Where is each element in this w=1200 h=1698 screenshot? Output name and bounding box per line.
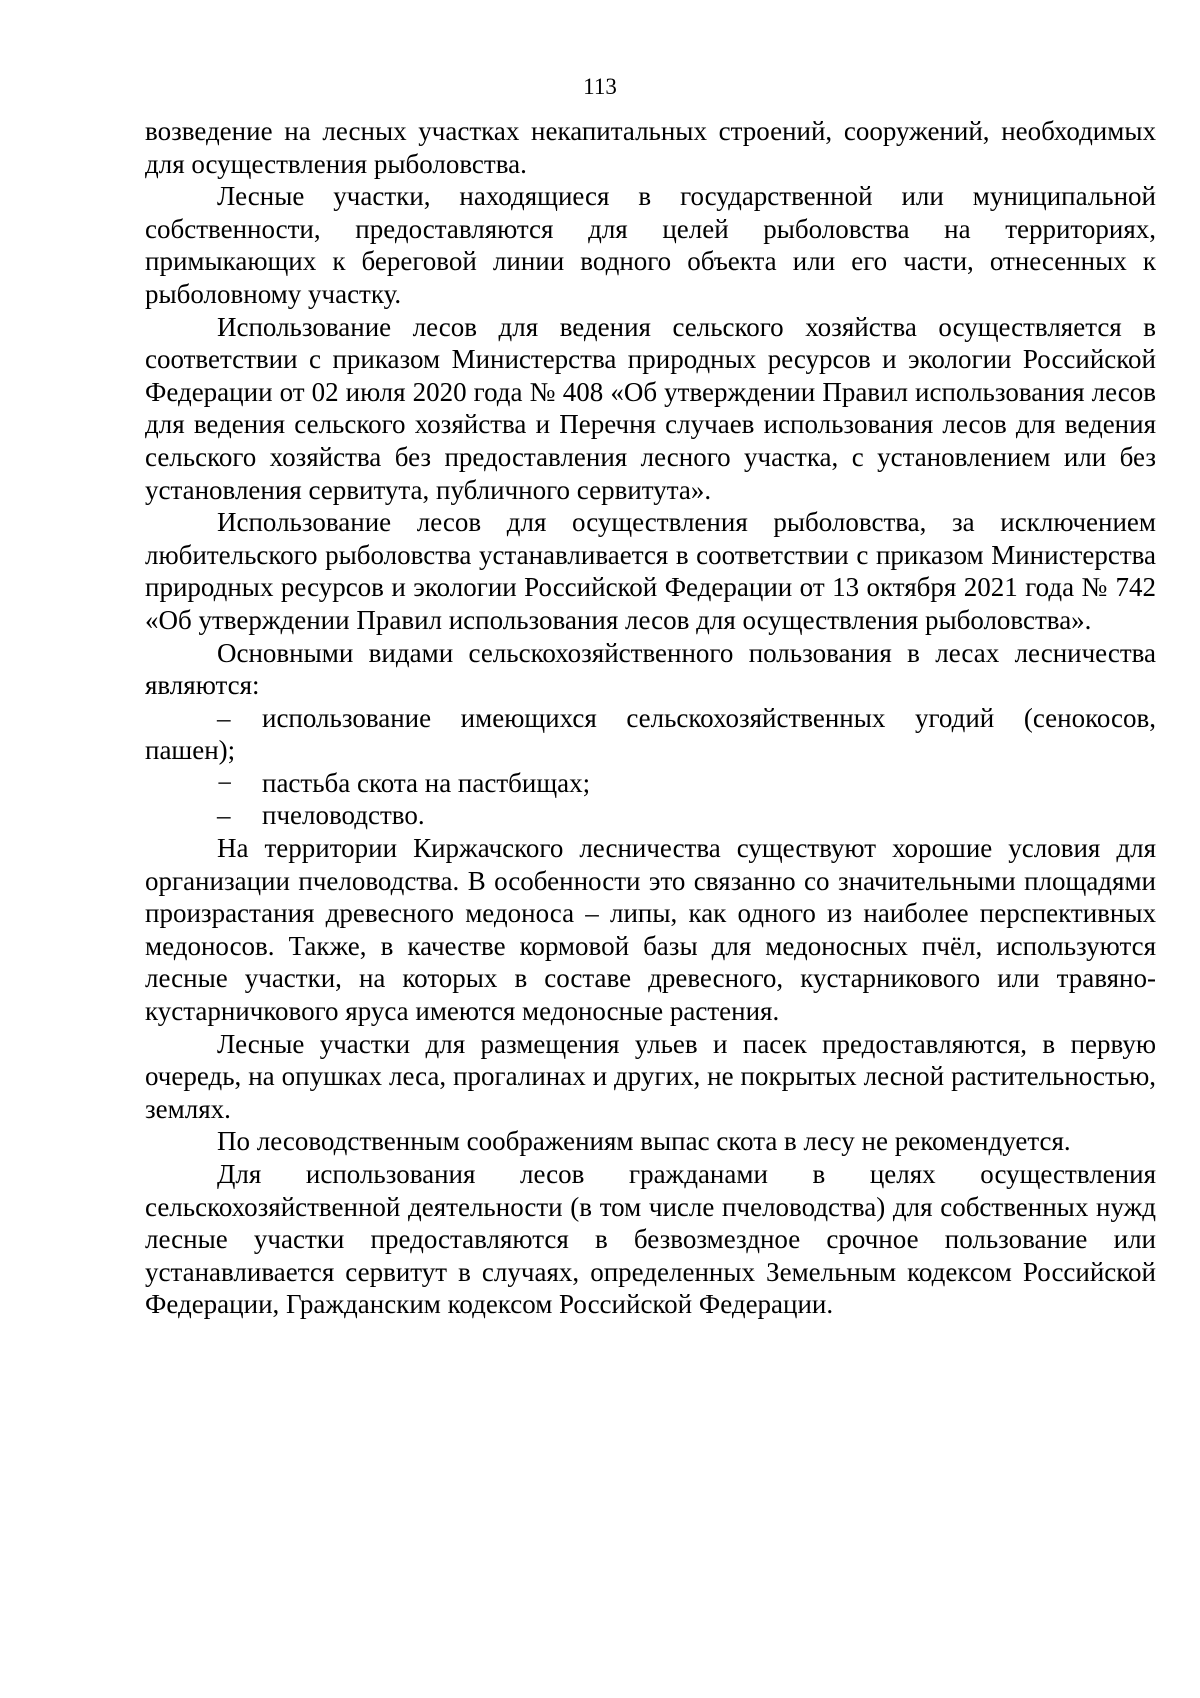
list-item-text: пчеловодство.	[262, 800, 425, 831]
list-item	[145, 767, 1156, 800]
list-item-text: пастьба скота на пастбищах;	[262, 767, 591, 798]
list-dash: –	[217, 702, 231, 733]
list-dash: −	[217, 767, 233, 798]
paragraph: Лесные участки, находящиеся в государственной или муниципальной собственности, предоставляются для целей рыболовства на территориях, примыкающих к береговой линии водного объекта или его части, отнесенных к рыболовному участку.	[145, 181, 1156, 309]
paragraph: На территории Киржачского лесничества существуют хорошие условия для организации пчеловодства. В особенности это связанно со значительными площадями произрастания древесного медоноса – липы, как одного из наиболее перспективных медоносов. Также, в качестве кормовой базы для медоносных пчёл, используются лесные участки, на которых в составе древесного, кустарникового или травяно-кустарничкового яруса имеются медоносные растения.	[145, 833, 1156, 1027]
paragraph: Использование лесов для ведения сельского хозяйства осуществляется в соответствии с приказом Министерства природных ресурсов и экологии Российской Федерации от 02 июля 2020 года № 408 «Об утверждении Правил использования лесов для ведения сельского хозяйства и Перечня случаев использования лесов для ведения сельского хозяйства без предоставления лесного участка, с установлением или без установления сервитута, публичного сервитута».	[145, 311, 1156, 505]
list-item-text: использование имеющихся сельскохозяйственных угодий (сенокосов, пашен);	[145, 702, 1156, 766]
document-body	[145, 115, 1156, 1321]
paragraph: возведение на лесных участках некапитальных строений, сооружений, необходимых для осуществления рыболовства.	[145, 116, 1156, 179]
paragraph: Использование лесов для осуществления рыболовства, за исключением любительского рыболовства устанавливается в соответствии с приказом Министерства природных ресурсов и экологии Российской Федерации от 13 октября 2021 года № 742 «Об утверждении Правил использования лесов для осуществления рыболовства».	[145, 507, 1156, 635]
paragraph: По лесоводственным соображениям выпас скота в лесу не рекомендуется.	[217, 1126, 1071, 1157]
list-item	[145, 799, 1156, 832]
list-dash: –	[217, 800, 231, 831]
paragraph: Основными видами сельскохозяйственного пользования в лесах лесничества являются:	[145, 637, 1156, 701]
list-item	[145, 702, 1156, 767]
page-number: 113	[583, 74, 617, 99]
paragraph: Лесные участки для размещения ульев и пасек предоставляются, в первую очередь, на опушках леса, прогалинах и других, не покрытых лесной растительностью, землях.	[145, 1028, 1156, 1124]
paragraph: Для использования лесов гражданами в целях осуществления сельскохозяйственной деятельности (в том числе пчеловодства) для собственных нужд лесные участки предоставляются в безвозмездное срочное пользование или устанавливается сервитут в случаях, определенных Земельным кодексом Российской Федерации, Гражданским кодексом Российской Федерации.	[145, 1159, 1156, 1320]
